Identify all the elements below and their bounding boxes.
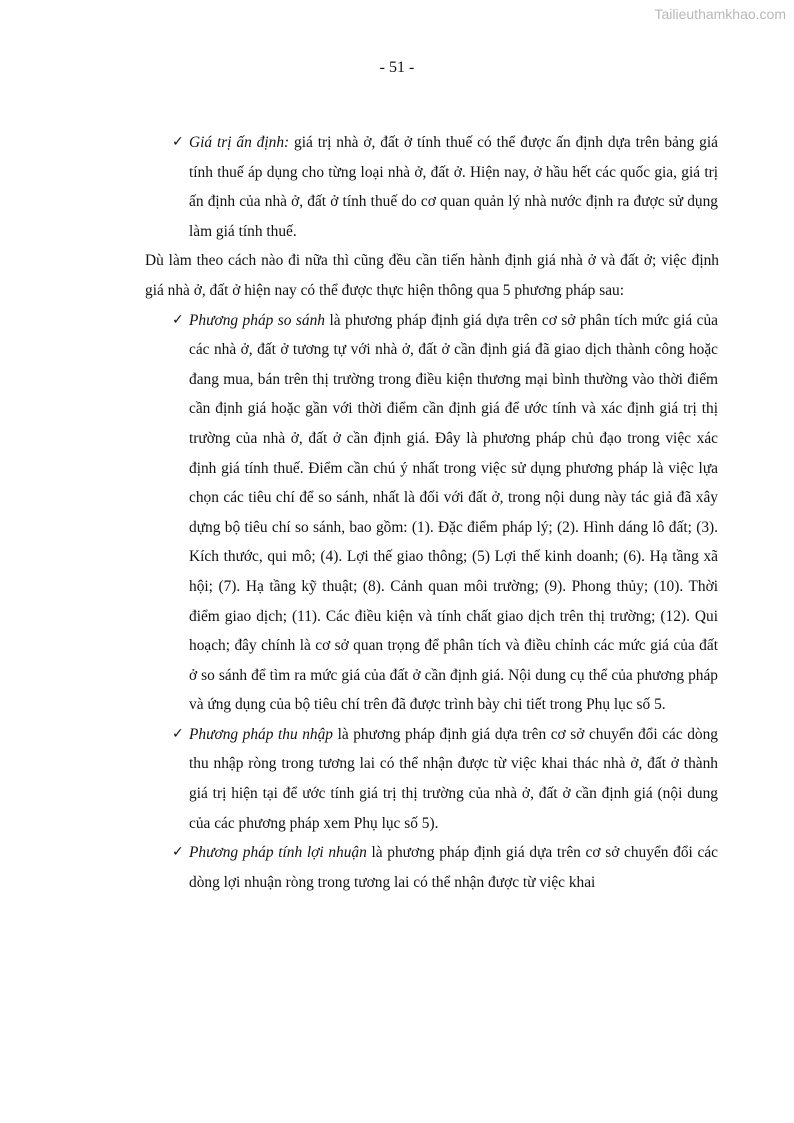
check-mark-icon: ✓ [172,311,184,328]
check-mark-icon: ✓ [172,725,184,742]
document-body [145,128,719,897]
term-income-method: Phương pháp thu nhập [189,725,334,743]
term-profit-method: Phương pháp tính lợi nhuận [189,844,367,862]
watermark: Tailieuthamkhao.com [654,6,786,22]
paragraph-text: Dù làm theo cách nào đi nữa thì cũng đều cần tiến hành định giá nhà ở và đất ở; việc định giá nhà ở, đất ở hiện nay có thể được thực hiện thông qua 5 phương pháp sau: [145,252,719,299]
bullet-fixed-value [172,128,718,246]
bullet-text: là phương pháp định giá dựa trên cơ sở phân tích mức giá của các nhà ở, đất ở tương tự với nhà ở, đất ở cần định giá đã giao dịch thành công hoặc đang mua, bán trên thị trường trong điều kiện thương mại bình thường vào thời điểm cần định giá hoặc gần với thời điểm cần định giá để ước tính và xác định giá trị thị trường của nhà ở, đất ở cần định giá. Đây là phương pháp chủ đạo trong việc xác định giá tính thuế. Điểm cần chú ý nhất trong việc sử dụng phương pháp là việc lựa chọn các tiêu chí để so sánh, nhất là đối với đất ở, trong nội dung này tác giả đã xây dựng bộ tiêu chí so sánh, bao gồm: (1). Đặc điểm pháp lý; (2). Hình dáng lô đất; (3). Kích thước, qui mô; (4). Lợi thế giao thông; (5) Lợi thế kinh doanh; (6). Hạ tầng xã hội; (7). Hạ tầng kỹ thuật; (8). Cảnh quan môi trường; (9). Phong thủy; (10). Thời điểm giao dịch; (11). Các điều kiện và tính chất giao dịch trên thị trường; (12). Qui hoạch; đây chính là cơ sở quan trọng để phân tích và điều chỉnh các mức giá của đất ở so sánh để tìm ra mức giá của đất ở cần định giá. Nội dung cụ thể của phương pháp và ứng dụng của bộ tiêu chí trên đã được trình bày chi tiết trong Phụ lục số 5. [189,311,718,714]
term-comparison-method: Phương pháp so sánh [189,311,325,329]
page-number: - 51 - [379,59,415,76]
check-mark-icon: ✓ [172,134,184,150]
bullet-income-method [172,720,718,838]
bullet-profit-method [172,838,718,897]
check-mark-icon: ✓ [172,844,184,861]
bullet-text: là phương pháp định giá dựa trên cơ sở chuyển đổi các dòng thu nhập ròng trong tương lai có thể nhận được từ việc khai thác nhà ở, đất ở thành giá trị hiện tại để ước tính giá trị thị trường của nhà ở, đất ở cần định giá (nội dung của các phương pháp xem Phụ lục số 5). [189,725,719,832]
bullet-text: là phương pháp định giá dựa trên cơ sở chuyển đổi các dòng lợi nhuận ròng trong tương lai có thể nhận được từ việc khai [189,844,718,891]
bullet-text: giá trị nhà ở, đất ở tính thuế có thể được ấn định dựa trên bảng giá tính thuế áp dụng cho từng loại nhà ở, đất ở. Hiện nay, ở hầu hết các quốc gia, giá trị ấn định của nhà ở, đất ở tính thuế do cơ quan quản lý nhà nước định ra được sử dụng làm giá tính thuế. [189,134,718,240]
term-fixed-value: Giá trị ấn định: [189,134,290,151]
paragraph-methods-intro [145,246,719,305]
bullet-comparison-method [172,306,718,720]
